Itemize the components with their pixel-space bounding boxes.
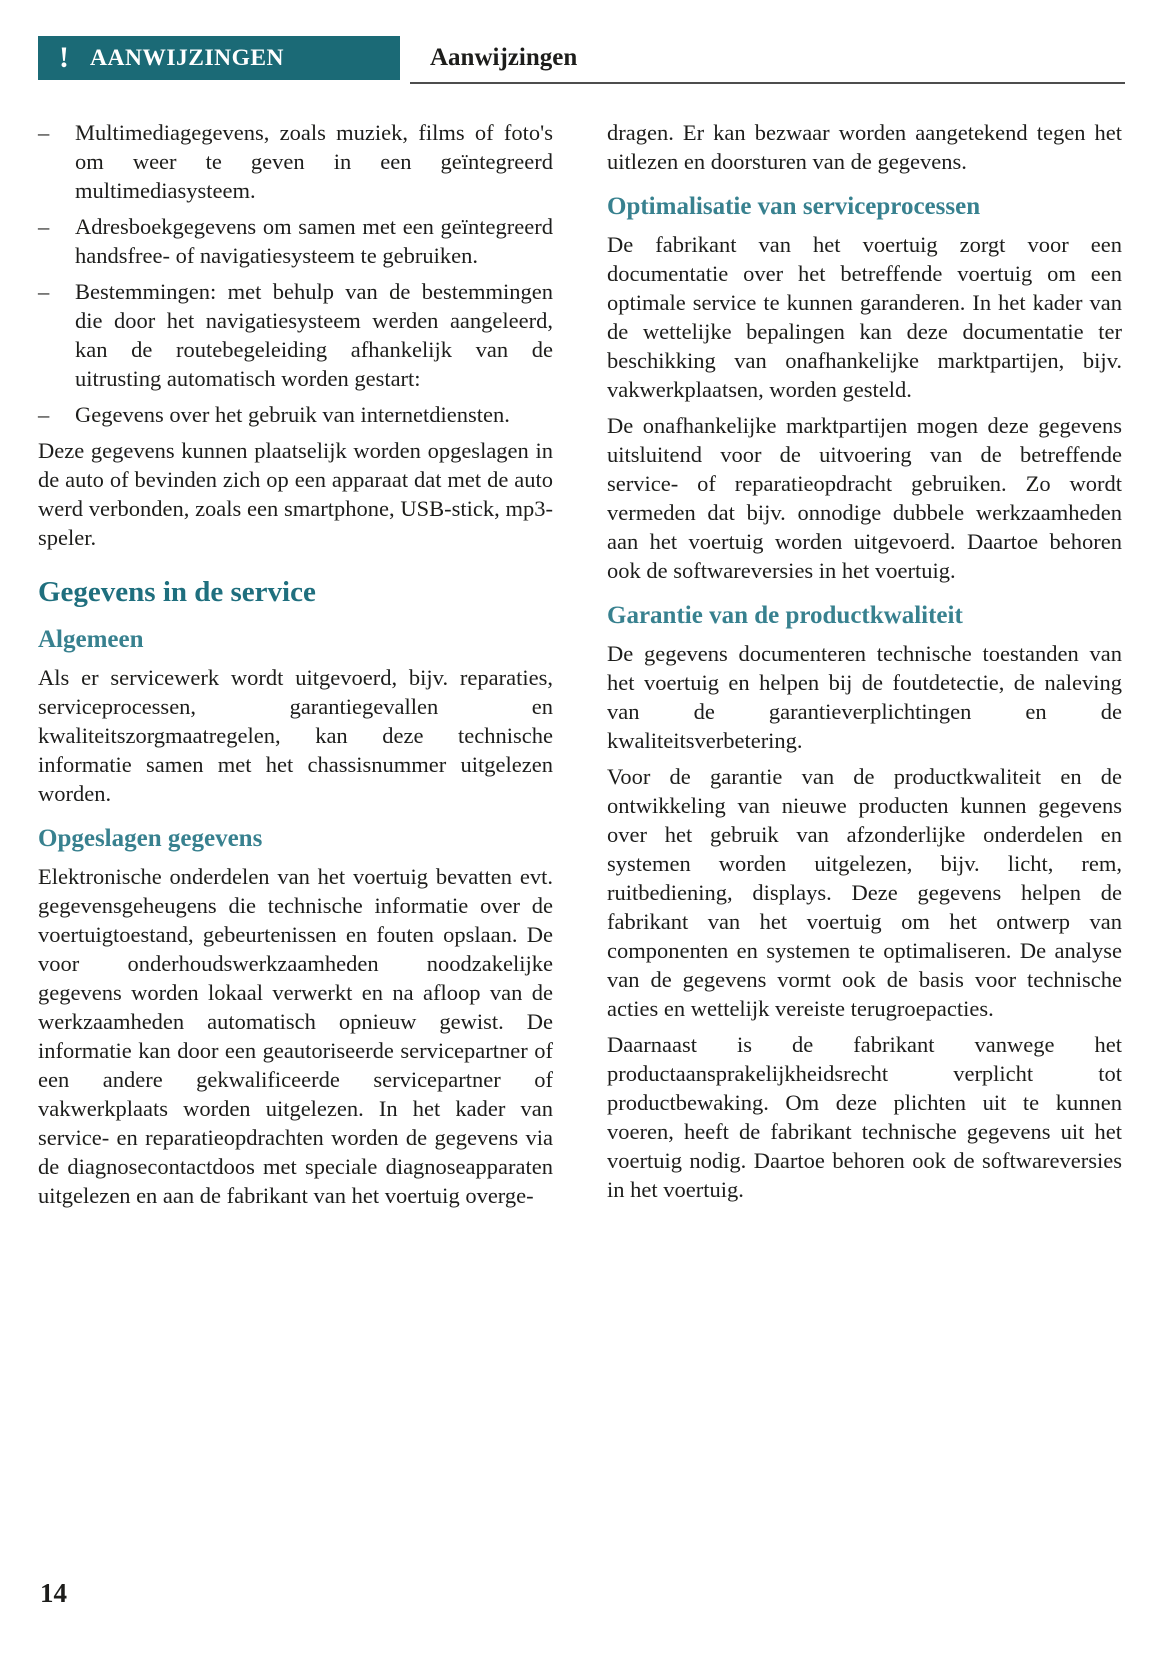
paragraph: Deze gegevens kunnen plaatselijk worden opgeslagen in de auto of bevinden zich op een apparaat dat met de auto werd verbonden, zoals een smartphone, USB-stick, mp3-speler. — [38, 438, 553, 550]
dash-marker: – — [38, 120, 50, 145]
paragraph: De onafhankelijke marktpartijen mogen deze gegevens uitsluitend voor de uitvoering van de betreffende service- of reparatieopdracht gebruiken. Zo wordt vermeden dat bijv. onnodige dubbele werkzaamheden aan het voertuig worden uitgevoerd. Daartoe behoren ook de softwareversies in het voertuig. — [607, 413, 1122, 583]
subsection-heading: Garantie van de productkwaliteit — [607, 602, 963, 629]
chapter-badge-label: AANWIJZINGEN — [90, 44, 285, 71]
paragraph: De gegevens documenteren technische toestanden van het voertuig en helpen bij de foutdetectie, de naleving van de garantieverplichtingen en de kwaliteitsverbetering. — [607, 641, 1122, 753]
subsection-heading: Algemeen — [38, 626, 144, 654]
list-item — [38, 118, 553, 205]
paragraph: Voor de garantie van de productkwaliteit en de ontwikkeling van nieuwe producten kunnen gegevens over het gebruik van afzonderlijke onderdelen en systemen worden uitgelezen, bijv. licht, rem, ruitbediening, displays. Deze gegevens helpen de fabrikant van het voertuig om het ontwerp van componenten en systemen te optimaliseren. De analyse van de gegevens vormt ook de basis voor technische acties en wettelijk vereiste terugroepacties. — [607, 764, 1122, 1021]
list-item-text: Gegevens over het gebruik van internetdiensten. — [75, 402, 510, 427]
exclamation-icon: ! — [59, 41, 69, 74]
subsection-heading: Optimalisatie van serviceprocessen — [607, 193, 981, 220]
left-column — [38, 118, 553, 1217]
paragraph: Als er servicewerk wordt uitgevoerd, bijv. reparaties, serviceprocessen, garantiegevallen en kwaliteitszorgmaatregelen, kan deze technische informatie samen met het chassisnummer uitgelezen worden. — [38, 665, 553, 807]
page-header — [38, 36, 1125, 84]
list-item — [38, 277, 553, 393]
bullet-list — [38, 118, 553, 429]
list-item-text: Multimediagegevens, zoals muziek, films of foto's om weer te geven in een geïntegreerd multimediasysteem. — [75, 120, 553, 203]
paragraph: Elektronische onderdelen van het voertuig bevatten evt. gegevensgeheugens die technische informatie over de voertuigtoestand, gebeurtenissen en fouten opslaan. De voor onderhoudswerkzaamheden noodzakelijke gegevens worden lokaal verwerkt en na afloop van de werkzaamheden automatisch opnieuw gewist. De informatie kan door een geautoriseerde servicepartner of een andere gekwalificeerde servicepartner of vakwerkplaats worden uitgelezen. In het kader van service- en reparatieopdrachten worden de gegevens via de diagnosecontactdoos met speciale diagnoseapparaten uitgelezen en aan de fabrikant van het voertuig overge- — [38, 864, 553, 1209]
list-item — [38, 400, 553, 429]
paragraph: dragen. Er kan bezwaar worden aangetekend tegen het uitlezen en doorsturen van de gegevens. — [607, 120, 1122, 174]
list-item — [38, 212, 553, 270]
right-column — [607, 118, 1122, 1217]
page-number: 14 — [40, 1578, 67, 1608]
header-rule — [410, 36, 1125, 84]
paragraph: De fabrikant van het voertuig zorgt voor een documentatie over het betreffende voertuig om een optimale service te kunnen garanderen. In het kader van de wettelijke bepalingen kan deze documentatie ter beschikking van onafhankelijke marktpartijen, bijv. vakwerkplaatsen, worden gesteld. — [607, 232, 1122, 402]
dash-marker: – — [38, 214, 50, 239]
dash-marker: – — [38, 402, 50, 427]
subsection-heading: Opgeslagen gegevens — [38, 825, 263, 853]
running-title: Aanwijzingen — [430, 44, 578, 71]
list-item-text: Bestemmingen: met behulp van de bestemmingen die door het navigatiesysteem werden aangeleerd, kan de routebegeleiding afhankelijk van de uitrusting automatisch worden gestart: — [75, 279, 553, 391]
chapter-badge — [38, 36, 400, 80]
paragraph: Daarnaast is de fabrikant vanwege het productaansprakelijkheidsrecht verplicht tot productbewaking. Om deze plichten uit te kunnen voeren, heeft de fabrikant technische gegevens uit het voertuig nodig. Daartoe behoren ook de softwareversies in het voertuig. — [607, 1032, 1122, 1202]
dash-marker: – — [38, 279, 50, 304]
list-item-text: Adresboekgegevens om samen met een geïntegreerd handsfree- of navigatiesysteem te gebruiken. — [75, 214, 553, 268]
section-heading: Gegevens in de service — [38, 576, 316, 608]
two-column-body — [38, 118, 1125, 1217]
